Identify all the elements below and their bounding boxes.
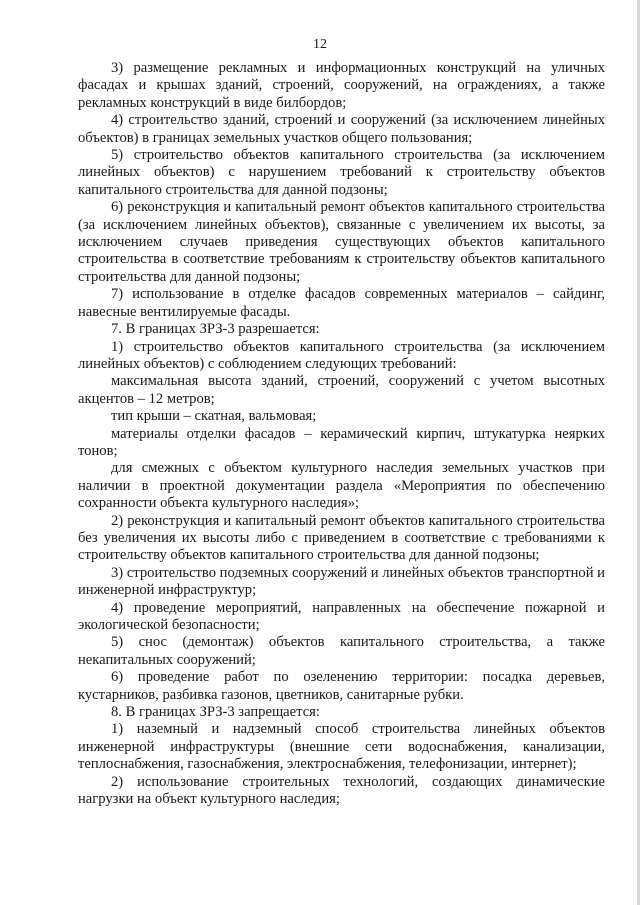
paragraph: для смежных с объектом культурного наследия земельных участков при наличии в проектной документации раздела «Мероприятия по обеспечению сохранности объекта культурного наследия»; <box>78 460 605 512</box>
paragraph: 3) размещение рекламных и информационных конструкций на уличных фасадах и крышах зданий, строений, сооружений, на ограждениях, а также рекламных конструкций в виде билбордов; <box>78 60 605 111</box>
paragraph: 6) проведение работ по озеленению территории: посадка деревьев, кустарников, разбивка газонов, цветников, санитарные рубки. <box>78 669 605 703</box>
paragraph: тип крыши – скатная, вальмовая; <box>111 408 317 425</box>
paragraph: 1) строительство объектов капитального строительства (за исключением линейных объектов) с соблюдением следующих требований: <box>78 338 605 372</box>
paragraph: 4) проведение мероприятий, направленных на обеспечение пожарной и экологической безопасности; <box>78 599 605 633</box>
paragraph: материалы отделки фасадов – керамический кирпич, штукатурка неярких тонов; <box>78 425 605 459</box>
paragraph: 4) строительство зданий, строений и сооружений (за исключением линейных объектов) в границах земельных участков общего пользования; <box>78 112 605 146</box>
paragraph: максимальная высота зданий, строений, сооружений с учетом высотных акцентов – 12 метров; <box>78 373 605 407</box>
paragraph: 7) использование в отделке фасадов современных материалов – сайдинг, навесные вентилируемые фасады. <box>78 286 605 320</box>
paragraph: 3) строительство подземных сооружений и линейных объектов транспортной и инженерной инфраструктур; <box>78 564 605 599</box>
paragraph: 2) реконструкция и капитальный ремонт объектов капитального строительства без увеличения их высоты либо с приведением в соответствие с требованиями к строительству объектов капитального строительства для данной подзоны; <box>78 512 605 564</box>
paragraph: 6) реконструкция и капитальный ремонт объектов капитального строительства (за исключением линейных объектов), связанные с увеличением их высоты, за исключением случаев приведения существующих объектов капитального строительства в соответствие требованиям к строительству объектов капитального строительства для данной подзоны; <box>78 199 605 285</box>
paragraph: 1) наземный и надземный способ строительства линейных объектов инженерной инфраструктуры (внешние сети водоснабжения, канализации, теплоснабжения, газоснабжения, электроснабжения, телефонизации, интернет); <box>78 721 605 773</box>
page-number: 12 <box>313 37 327 52</box>
section-heading: 7. В границах ЗРЗ-3 разрешается: <box>111 321 320 338</box>
section-heading: 8. В границах ЗРЗ-3 запрещается: <box>111 704 320 721</box>
paragraph: 5) снос (демонтаж) объектов капитального строительства, а также некапитальных сооружений; <box>78 634 605 668</box>
paragraph: 2) использование строительных технологий, создающих динамические нагрузки на объект культурного наследия; <box>78 773 605 808</box>
document-body <box>78 60 605 808</box>
paragraph: 5) строительство объектов капитального строительства (за исключением линейных объектов) с нарушением требований к строительству объектов капитального строительства для данной подзоны; <box>78 147 605 198</box>
